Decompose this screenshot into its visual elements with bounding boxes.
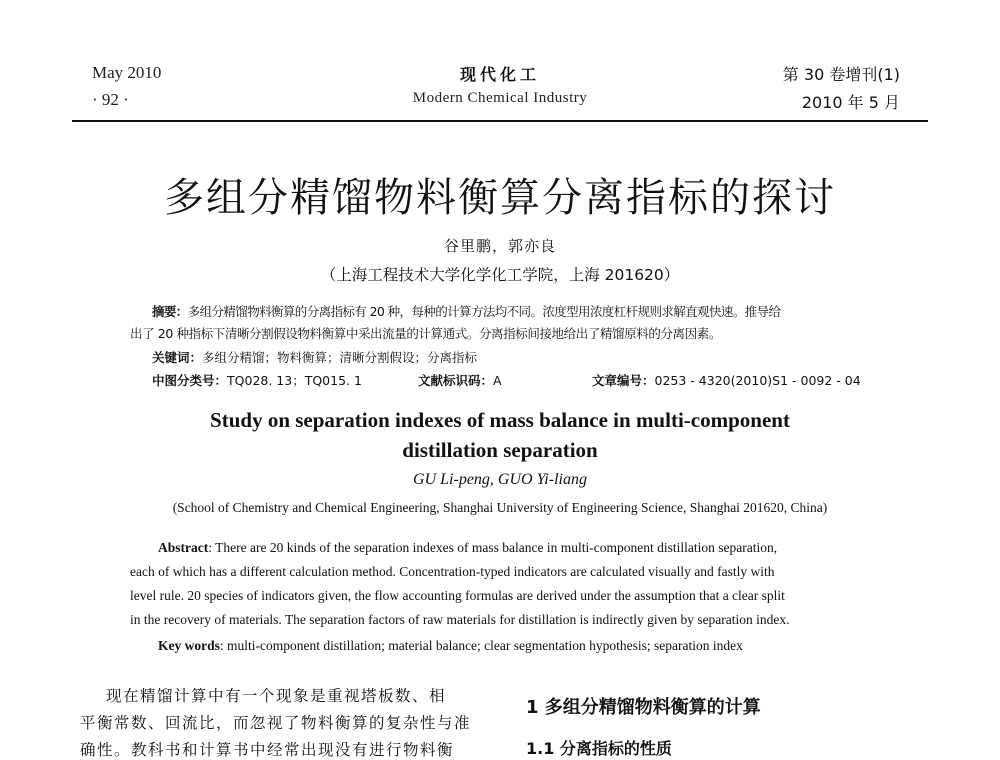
article-title-en-line1: Study on separation indexes of mass balance in multi-component <box>210 408 790 432</box>
abstract-en-line4: in the recovery of materials. The separation factors of raw materials for distillation is indirectly given by separation index. <box>130 612 790 627</box>
body-left-line2: 平衡常数、回流比，而忽视了物料衡算的复杂性与准 <box>80 714 472 732</box>
abstract-cn-label: 摘要： <box>152 304 188 319</box>
abstract-en-line2: each of which has a different calculation method. Concentration-typed indicators are calculated visually and fastly with <box>130 564 775 579</box>
clc-label: 中图分类号： <box>152 373 228 388</box>
authors-en: GU Li-peng, GUO Yi-liang <box>413 471 587 488</box>
header-journal-en: Modern Chemical Industry <box>412 90 588 106</box>
affiliation-cn: （上海工程技术大学化学化工学院，上海 201620） <box>320 266 680 284</box>
article-title-en-line2: distillation separation <box>402 438 598 462</box>
header-volume: 第 30 卷增刊(1) <box>782 65 900 84</box>
authors-cn: 谷里鹏，郭亦良 <box>443 237 556 255</box>
keywords-cn: 关键词：多组分精馏；物料衡算；清晰分割假设；分离指标 <box>152 350 478 365</box>
clc-number: 中图分类号：TQ028. 13；TQ015. 1 <box>152 373 362 388</box>
keywords-en-label: Key words <box>158 638 220 653</box>
header-date-cn: 2010 年 5 月 <box>801 93 900 112</box>
section-heading-1: 1 多组分精馏物料衡算的计算 <box>526 697 761 718</box>
article-number: 文章编号：0253 - 4320(2010)S1 - 0092 - 04 <box>592 373 861 388</box>
body-left-line1: 现在精馏计算中有一个现象是重视塔板数、相 <box>106 687 447 705</box>
abstract-en-line1: Abstract: There are 20 kinds of the separation indexes of mass balance in multi-component distillation separation, <box>158 540 778 555</box>
header-date-en: May 2010 <box>92 63 162 82</box>
abstract-cn-line1: 摘要：多组分精馏物料衡算的分离指标有 20 种，每种的计算方法均不同。浓度型用浓度杠杆规则求解直观快速。推导给 <box>152 304 781 319</box>
header-journal-cn: 现代化工 <box>459 65 540 84</box>
document-code: 文献标识码：A <box>418 373 502 388</box>
abstract-en-label: Abstract <box>158 540 209 555</box>
abstract-en-line3: level rule. 20 species of indicators given, the flow accounting formulas are derived under the assumption that a clear split <box>130 588 785 603</box>
header-page-number: · 92 · <box>92 90 129 109</box>
article-title-cn: 多组分精馏物料衡算分离指标的探讨 <box>164 175 836 221</box>
body-left-line3: 确性。教科书和计算书中经常出现没有进行物料衡 <box>80 741 455 759</box>
keywords-en: Key words: multi-component distillation; material balance; clear segmentation hypothesis; separation index <box>158 638 743 653</box>
abstract-cn-line2: 出了 20 种指标下清晰分割假设物料衡算中采出流量的计算通式。分离指标间接地给出了精馏原料的分离因素。 <box>130 326 721 341</box>
keywords-cn-label: 关键词： <box>152 350 203 365</box>
affiliation-en: (School of Chemistry and Chemical Engineering, Shanghai University of Engineering Science, Shanghai 201620, China) <box>172 500 828 515</box>
header-rule <box>72 120 928 122</box>
article-number-label: 文章编号： <box>592 373 655 388</box>
document-code-label: 文献标识码： <box>418 373 494 388</box>
section-heading-1-1: 1.1 分离指标的性质 <box>526 739 672 758</box>
